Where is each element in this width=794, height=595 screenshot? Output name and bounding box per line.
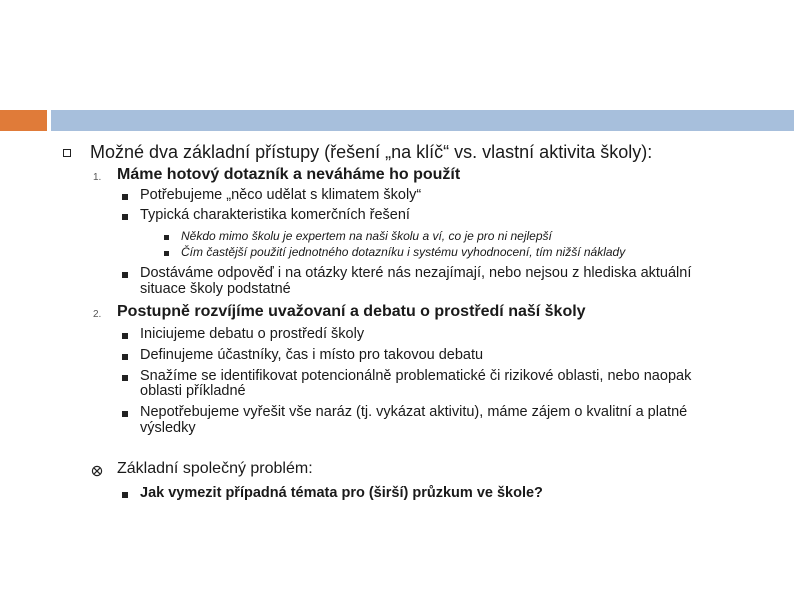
square-bullet-icon — [122, 272, 128, 278]
circle-cross-bullet-icon — [91, 465, 103, 477]
list-item: Iniciujeme debatu o prostředí školy — [140, 326, 365, 342]
list-item: Čím častější použití jednotného dotazníku i systému vyhodnocení, tím nižší náklady — [181, 245, 626, 259]
list-item: Potřebujeme „něco udělat s klimatem školy“ — [140, 187, 422, 203]
list-number: 1. — [93, 172, 102, 183]
square-bullet-icon — [164, 251, 169, 256]
list-item: Typická charakteristika komerčních řešení — [140, 207, 410, 223]
list-item: Dostáváme odpověď i na otázky které nás nezajímají, nebo nejsou z hlediska aktuální — [140, 265, 692, 281]
square-bullet-icon — [122, 194, 128, 200]
square-bullet-icon — [122, 214, 128, 220]
list-item: Někdo mimo školu je expertem na naši školu a ví, co je pro ni nejlepší — [181, 229, 552, 243]
square-bullet-icon — [122, 333, 128, 339]
list-item: Snažíme se identifikovat potencionálně problematické či rizikové oblasti, nebo naopak — [140, 368, 692, 384]
problem-heading: Základní společný problém: — [117, 460, 313, 477]
square-bullet-icon — [122, 354, 128, 360]
list-number: 2. — [93, 309, 102, 320]
list-item-continuation: situace školy podstatné — [140, 281, 291, 297]
square-bullet-icon — [122, 492, 128, 498]
list-item: Definujeme účastníky, čas i místo pro takovou debatu — [140, 347, 484, 363]
approach-1-title: Máme hotový dotazník a neváháme ho použít — [117, 166, 461, 183]
approach-2-title: Postupně rozvíjíme uvažovaní a debatu o prostředí naší školy — [117, 303, 586, 320]
main-heading: Možné dva základní přístupy (řešení „na klíč“ vs. vlastní aktivita školy): — [90, 142, 653, 162]
list-item: Jak vymezit případná témata pro (širší) průzkum ve škole? — [140, 485, 543, 501]
list-item-continuation: výsledky — [140, 420, 196, 436]
square-bullet-icon — [122, 375, 128, 381]
square-bullet-icon — [122, 411, 128, 417]
hollow-square-bullet-icon — [63, 149, 71, 157]
list-item: Nepotřebujeme vyřešit vše naráz (tj. vykázat aktivitu), máme zájem o kvalitní a platné — [140, 404, 688, 420]
list-item-continuation: oblasti příkladné — [140, 383, 246, 399]
square-bullet-icon — [164, 235, 169, 240]
